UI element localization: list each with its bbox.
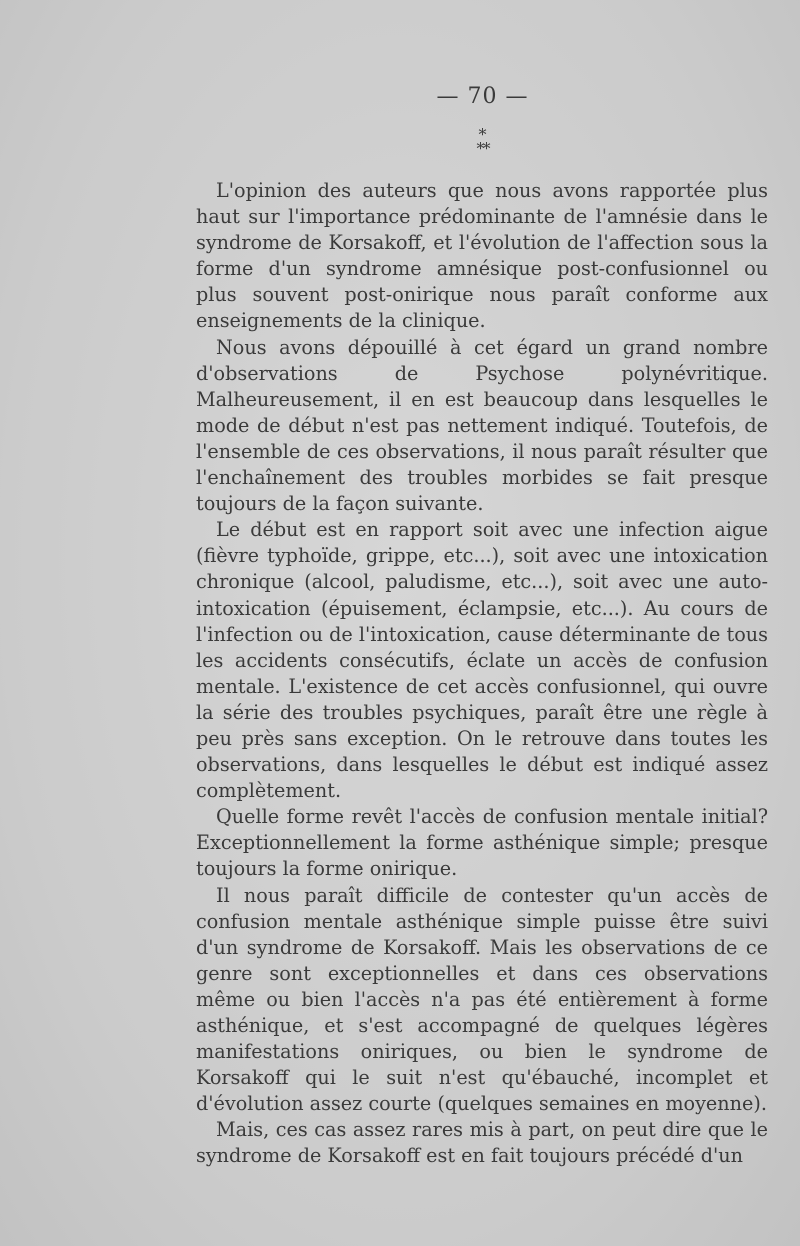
page-number: — 70 — <box>436 84 529 109</box>
paragraph-6: Mais, ces cas assez rares mis à part, on peut dire que le syndrome de Korsakoff est en fait toujours précédé d'un <box>196 1118 768 1168</box>
body-text <box>196 178 768 1170</box>
asterism-ornament <box>0 125 800 158</box>
paragraph-4: Quelle forme revêt l'accès de confusion mentale initial? Exceptionnellement la forme asthénique simple; presque toujours la forme onirique. <box>196 805 768 881</box>
paragraph-5: Il nous paraît difficile de contester qu'un accès de confusion mentale asthénique simple puisse être suivi d'un syndrome de Korsakoff. Mais les observations de ce genre sont exceptionnelles et dans ces observations même ou bien l'accès n'a pas été entièrement à forme asthénique, et s'est accompagné de quelques légères manifestations oniriques, ou bien le syndrome de Korsakoff qui le suit n'est qu'ébauché, incomplet et d'évolution assez courte (quelques semaines en moyenne). <box>196 883 768 1116</box>
paragraph-3: Le début est en rapport soit avec une infection aigue (fièvre typhoïde, grippe, etc...), soit avec une intoxication chronique (alcool, paludisme, etc...), soit avec une auto-intoxication (épuisement, éclampsie, etc...). Au cours de l'infection ou de l'intoxication, cause déterminante de tous les accidents consécutifs, éclate un accès de confusion mentale. L'existence de cet accès confusionnel, qui ouvre la série des troubles psychiques, paraît être une règle à peu près sans exception. On le retrouve dans toutes les observations, dans lesquelles le début est indiqué assez complètement. <box>196 518 768 803</box>
asterism-top: * <box>478 125 487 144</box>
paragraph-2: Nous avons dépouillé à cet égard un grand nombre d'observations de Psychose polynévritique. Malheureusement, il en est beaucoup dans lesquelles le mode de début n'est pas nettement indiqué. Toutefois, de l'ensemble de ces observations, il nous paraît résulter que l'enchaînement des troubles morbides se fait presque toujours de la façon suivante. <box>196 335 768 516</box>
asterism-bottom: ** <box>476 139 489 158</box>
paragraph-1: L'opinion des auteurs que nous avons rapportée plus haut sur l'importance prédominante de l'amnésie dans le syndrome de Korsakoff, et l'évolution de l'affection sous la forme d'un syndrome amnésique post-confusionnel ou plus souvent post-onirique nous paraît conforme aux enseignements de la clinique. <box>196 179 768 333</box>
